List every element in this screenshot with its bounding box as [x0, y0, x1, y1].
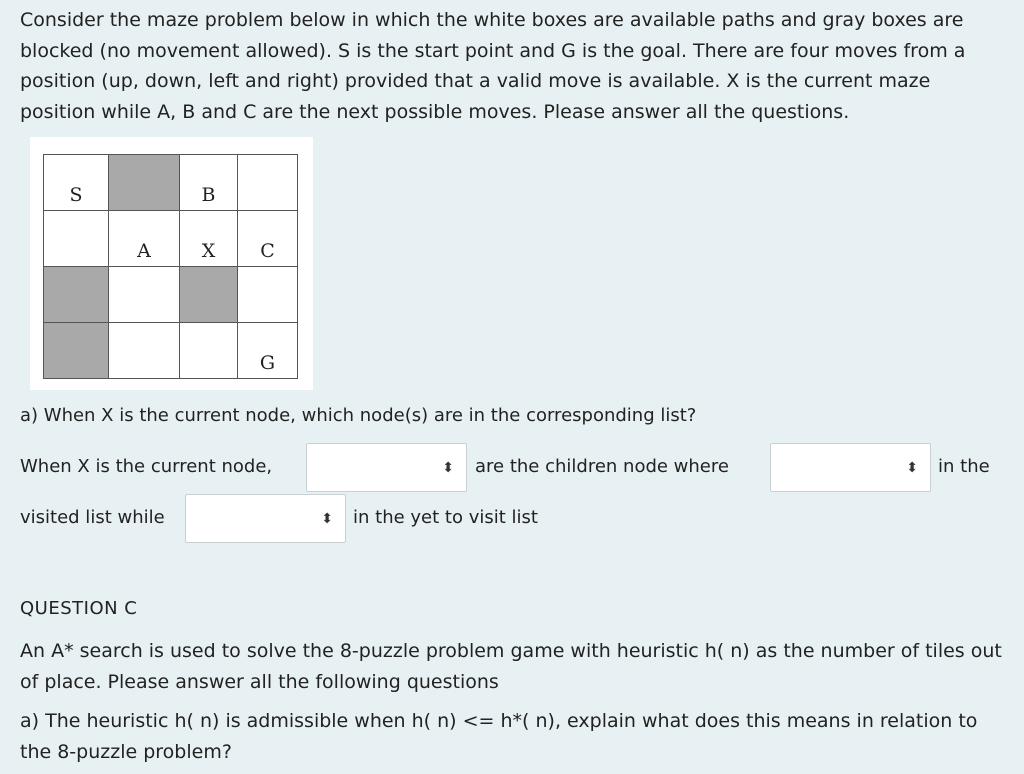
maze-cell-label: G	[259, 352, 276, 374]
maze-cell-open	[238, 155, 298, 211]
maze-cell-open	[44, 211, 109, 267]
maze-cell-x	[180, 211, 238, 267]
maze-grid	[43, 154, 298, 379]
question-a-text-4: visited list while	[20, 507, 165, 528]
sort-arrows-icon: ⬍	[906, 459, 918, 476]
question-a-prompt: a) When X is the current node, which node(s) are in the corresponding list?	[20, 405, 697, 426]
maze-cell-b	[180, 155, 238, 211]
maze-cell-open	[180, 323, 238, 379]
maze-row	[44, 267, 298, 323]
maze-cell-a	[109, 211, 180, 267]
sort-arrows-icon: ⬍	[442, 459, 454, 476]
maze-cell-label: A	[137, 240, 151, 262]
maze-cell-open	[238, 267, 298, 323]
question-a-text-3: in the	[938, 456, 990, 477]
question-c-title: QUESTION C	[20, 598, 138, 619]
intro-paragraph: Consider the maze problem below in which the white boxes are available paths and gray boxes are blocked (no movement allowed). S is the start point and G is the goal. There are four moves from a position (up, down, left and right) provided that a valid move is available. X is the current maze position while A, B and C are the next possible moves. Please answer all the questions.	[20, 9, 966, 123]
question-a-text-2: are the children node where	[475, 456, 729, 477]
maze-cell-label: C	[260, 240, 275, 262]
maze-cell-blocked	[44, 323, 109, 379]
maze-row	[44, 211, 298, 267]
maze-cell-blocked	[109, 155, 180, 211]
maze-cell-label: S	[69, 184, 83, 206]
maze-cell-label: X	[201, 240, 216, 262]
answer-dropdown-3[interactable]	[185, 494, 346, 543]
maze-cell-g	[238, 323, 298, 379]
maze-cell-open	[109, 267, 180, 323]
maze-cell-blocked	[44, 267, 109, 323]
maze-cell-label: B	[201, 184, 216, 206]
question-c-part-a: a) The heuristic h( n) is admissible when h( n) <= h*( n), explain what does this means in relation to the 8-puzzle problem?	[20, 710, 978, 763]
maze-figure	[30, 137, 313, 390]
question-a-text-1: When X is the current node,	[20, 456, 273, 477]
maze-row	[44, 323, 298, 379]
question-a-text-5: in the yet to visit list	[353, 507, 538, 528]
answer-dropdown-2[interactable]	[770, 443, 931, 492]
question-c-body: An A* search is used to solve the 8-puzzle problem game with heuristic h( n) as the number of tiles out of place. Please answer all the following questions	[20, 640, 1002, 693]
sort-arrows-icon: ⬍	[321, 510, 333, 527]
maze-cell-s	[44, 155, 109, 211]
maze-cell-open	[109, 323, 180, 379]
maze-row	[44, 155, 298, 211]
maze-cell-blocked	[180, 267, 238, 323]
answer-dropdown-1[interactable]	[306, 443, 467, 492]
maze-cell-c	[238, 211, 298, 267]
